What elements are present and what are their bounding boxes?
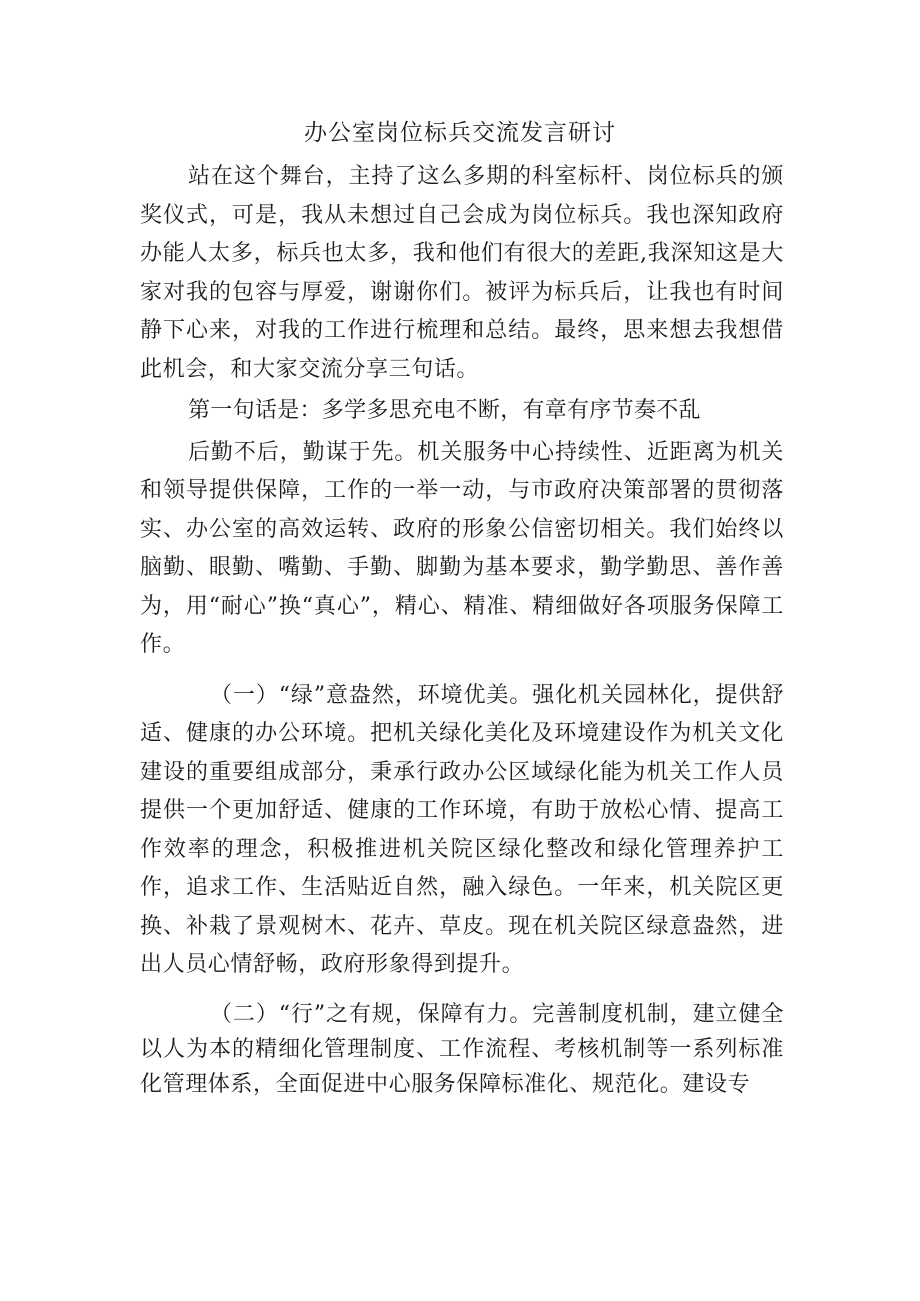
paragraph-item-1: （一）“绿”意盎然，环境优美。强化机关园林化，提供舒适、健康的办公环境。把机关绿化美化及环境建设作为机关文化建设的重要组成部分，秉承行政办公区域绿化能为机关工作人员提供一个更加舒适、健康的工作环境，有助于放松心情、提高工作效率的理念，积极推进机关院区绿化整改和绿化管理养护工作，追求工作、生活贴近自然，融入绿色。一年来，机关院区更换、补栽了景观树木、花卉、草皮。现在机关院区绿意盎然，进出人员心情舒畅，政府形象得到提升。 — [140, 682, 784, 977]
document-title: 办公室岗位标兵交流发言研讨 — [304, 120, 616, 146]
paragraph-intro: 站在这个舞台，主持了这么多期的科室标杆、岗位标兵的颁奖仪式，可是，我从未想过自己会成为岗位标兵。我也深知政府办能人太多，标兵也太多，我和他们有很大的差距,我深知这是大家对我的包容与厚爱，谢谢你们。被评为标兵后，让我也有时间静下心来，对我的工作进行梳理和总结。最终，思来想去我想借此机会，和大家交流分享三句话。 — [140, 164, 784, 382]
paragraph-logistics: 后勤不后，勤谋于先。机关服务中心持续性、近距离为机关和领导提供保障，工作的一举一动，与市政府决策部署的贯彻落实、办公室的高效运转、政府的形象公信密切相关。我们始终以脑勤、眼勤、嘴勤、手勤、脚勤为基本要求，勤学勤思、善作善为，用“耐心”换“真心”，精心、精准、精细做好各项服务保障工作。 — [140, 439, 784, 657]
paragraph-item-2: （二）“行”之有规，保障有力。完善制度机制，建立健全以人为本的精细化管理制度、工作流程、考核机制等一系列标准化管理体系，全面促进中心服务保障标准化、规范化。建设专 — [140, 1001, 784, 1097]
paragraph-section-heading: 第一句话是：多学多思充电不断，有章有序节奏不乱 — [188, 398, 701, 423]
document-body — [140, 158, 784, 1102]
